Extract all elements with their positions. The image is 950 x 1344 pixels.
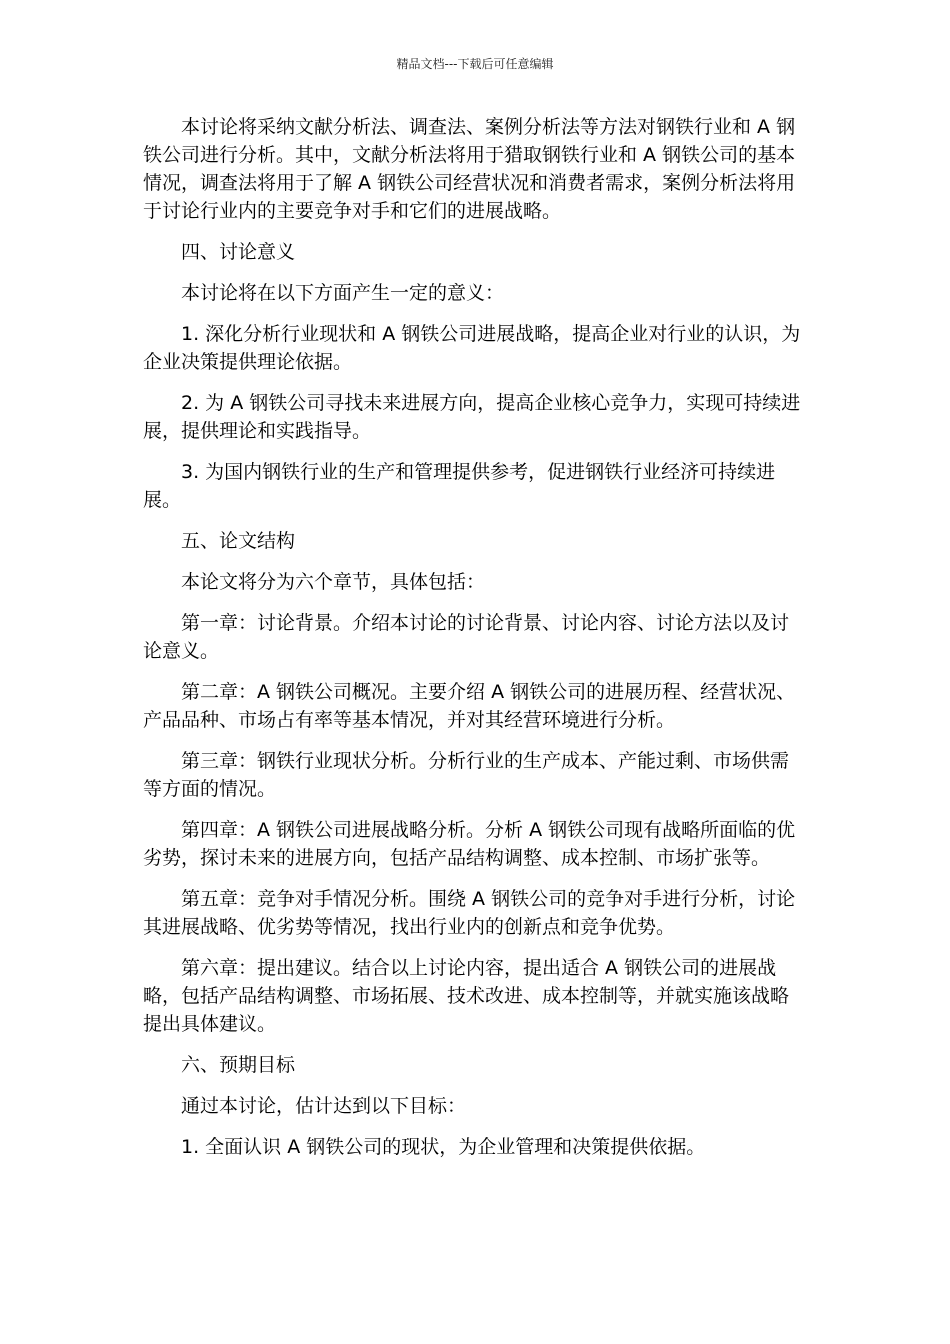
section-heading-significance: 四、讨论意义	[181, 241, 296, 263]
chapter-5-summary: 第五章：竞争对手情况分析。围绕 A 钢铁公司的竞争对手进行分析，讨论其进展战略、优劣势等情况，找出行业内的创新点和竞争优势。	[143, 888, 796, 938]
list-item-goal-1: 1. 全面认识 A 钢铁公司的现状，为企业管理和决策提供依据。	[181, 1136, 706, 1158]
chapter-6-summary: 第六章：提出建议。结合以上讨论内容，提出适合 A 钢铁公司的进展战略，包括产品结构调整、市场拓展、技术改进、成本控制等，并就实施该战略提出具体建议。	[143, 957, 790, 1035]
chapter-4-summary: 第四章：A 钢铁公司进展战略分析。分析 A 钢铁公司现有战略所面临的优劣势，探讨未来的进展方向，包括产品结构调整、成本控制、市场扩张等。	[143, 819, 796, 869]
chapter-1-summary: 第一章：讨论背景。介绍本讨论的讨论背景、讨论内容、讨论方法以及讨论意义。	[143, 612, 790, 662]
paragraph-structure-intro: 本论文将分为六个章节，具体包括：	[181, 571, 486, 593]
paragraph-research-methods: 本讨论将采纳文献分析法、调查法、案例分析法等方法对钢铁行业和 A 钢铁公司进行分析。其中，文献分析法将用于猎取钢铁行业和 A 钢铁公司的基本情况，调查法将用于了解 A 钢铁公司经营状况和消费者需求，案例分析法将用于讨论行业内的主要竞争对手和它们的进展战略。	[143, 116, 796, 222]
section-heading-goals: 六、预期目标	[181, 1054, 296, 1076]
page-header: 精品文档---下载后可任意编辑	[396, 57, 554, 71]
chapter-3-summary: 第三章：钢铁行业现状分析。分析行业的生产成本、产能过剩、市场供需等方面的情况。	[143, 750, 790, 800]
list-item-significance-2: 2. 为 A 钢铁公司寻找未来进展方向，提高企业核心竞争力，实现可持续进展，提供理论和实践指导。	[143, 392, 801, 442]
paragraph-goals-intro: 通过本讨论，估计达到以下目标：	[181, 1095, 467, 1117]
chapter-2-summary: 第二章：A 钢铁公司概况。主要介绍 A 钢铁公司的进展历程、经营状况、产品品种、市场占有率等基本情况，并对其经营环境进行分析。	[143, 681, 796, 731]
list-item-significance-1: 1. 深化分析行业现状和 A 钢铁公司进展战略，提高企业对行业的认识，为企业决策提供理论依据。	[143, 323, 801, 373]
section-heading-structure: 五、论文结构	[181, 530, 296, 552]
list-item-significance-3: 3. 为国内钢铁行业的生产和管理提供参考，促进钢铁行业经济可持续进展。	[143, 461, 776, 511]
paragraph-significance-intro: 本讨论将在以下方面产生一定的意义：	[181, 282, 505, 304]
document-body	[143, 113, 803, 1174]
